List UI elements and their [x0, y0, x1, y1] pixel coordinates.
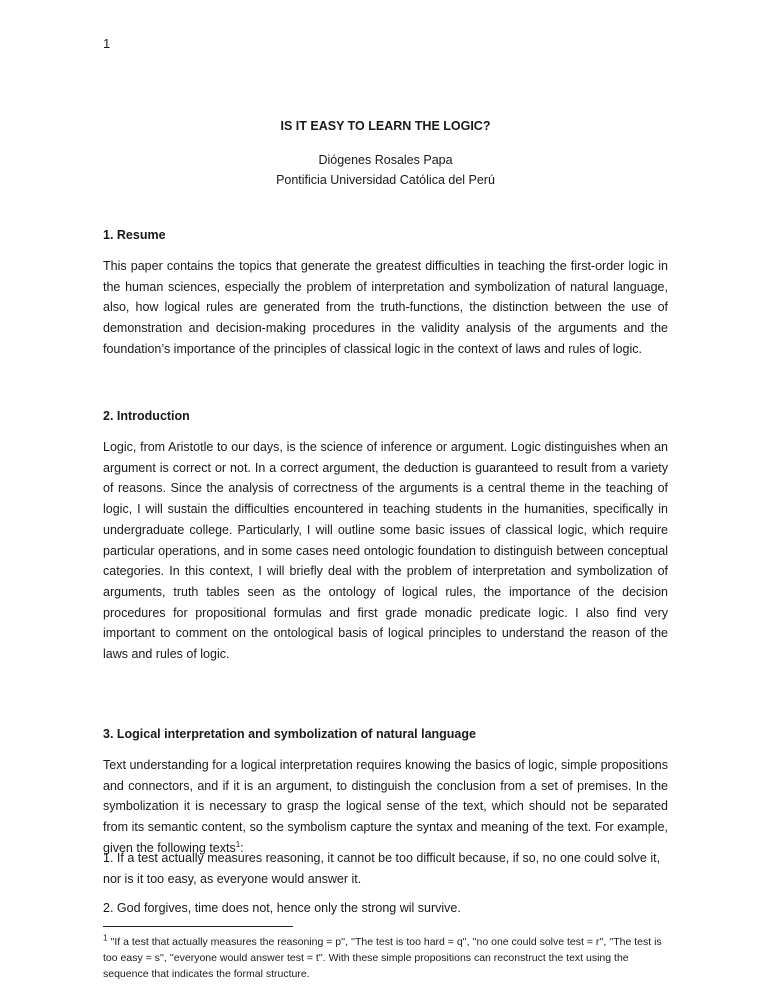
section-heading-symbolization: 3. Logical interpretation and symbolization of natural language — [103, 727, 476, 741]
footnote-divider — [103, 926, 293, 927]
introduction-paragraph: Logic, from Aristotle to our days, is the science of inference or argument. Logic distinguishes when an argument is correct or not. In a correct argument, the deduction is guaranteed to result from a variety of reasons. Since the analysis of correctness of the arguments is a central theme in the teaching of logic, I will sustain the difficulties encountered in teaching students in the humanities, specifically in undergraduate college. Particularly, I will outline some basic issues of classical logic, which require particular operations, and in some cases need ontologic foundation to distinguish between conceptual categories. In this context, I will briefly deal with the problem of interpretation and symbolization of arguments, truth tables seen as the ontology of logical rules, the importance of the decision procedures for propositional formulas and first grade monadic predicate logic. I also find very important to comment on the ontological basis of logical principles to understand the reason of the laws and rules of logic. — [103, 440, 668, 662]
symbolization-text: Text understanding for a logical interpretation requires knowing the basics of logic, simple propositions and connectors, and if it is an argument, to distinguish the conclusion from a set of premises. In the symbolization it is necessary to grasp the logical sense of the text, which should not be separated from its semantic content, so the symbolism capture the syntax and meaning of the text. For example, given the following texts — [103, 758, 668, 855]
resume-paragraph: This paper contains the topics that generate the greatest difficulties in teaching the first-order logic in the human sciences, especially the problem of interpretation and symbolization of natural language, also, how logical rules are generated from the truth-functions, the distinction between the use of demonstration and decision-making procedures in the validity analysis of the arguments and the foundation’s importance of the principles of classical logic in the context of laws and rules of logic. — [103, 259, 668, 356]
example-item-1: 1. If a test actually measures reasoning, it cannot be too difficult because, if so, no one could solve it, nor is it too easy, as everyone would answer it. — [103, 851, 661, 886]
author-name: Diógenes Rosales Papa — [318, 153, 453, 167]
author-affiliation: Pontificia Universidad Católica del Perú — [276, 173, 495, 187]
section-heading-resume: 1. Resume — [103, 228, 166, 242]
footnote — [103, 934, 668, 982]
document-title: IS IT EASY TO LEARN THE LOGIC? — [280, 119, 491, 133]
symbolization-text-end: : — [240, 840, 244, 855]
example-item-2: 2. God forgives, time does not, hence only the strong wil survive. — [103, 901, 461, 915]
section-heading-introduction: 2. Introduction — [103, 409, 190, 423]
page-number: 1 — [103, 36, 111, 51]
footnote-reference[interactable]: 1 — [235, 839, 241, 849]
footnote-text: ''If a test that actually measures the reasoning = p'', ''The test is too hard = q'', ''no one could solve test = r'', ''The test is too easy = s'', ''everyone would answer test = t''. With these simple propositions can reconstruct the text using the sequence that indicates the formal structure. — [103, 936, 662, 980]
footnote-marker: 1 — [103, 933, 108, 943]
symbolization-paragraph — [103, 755, 668, 859]
